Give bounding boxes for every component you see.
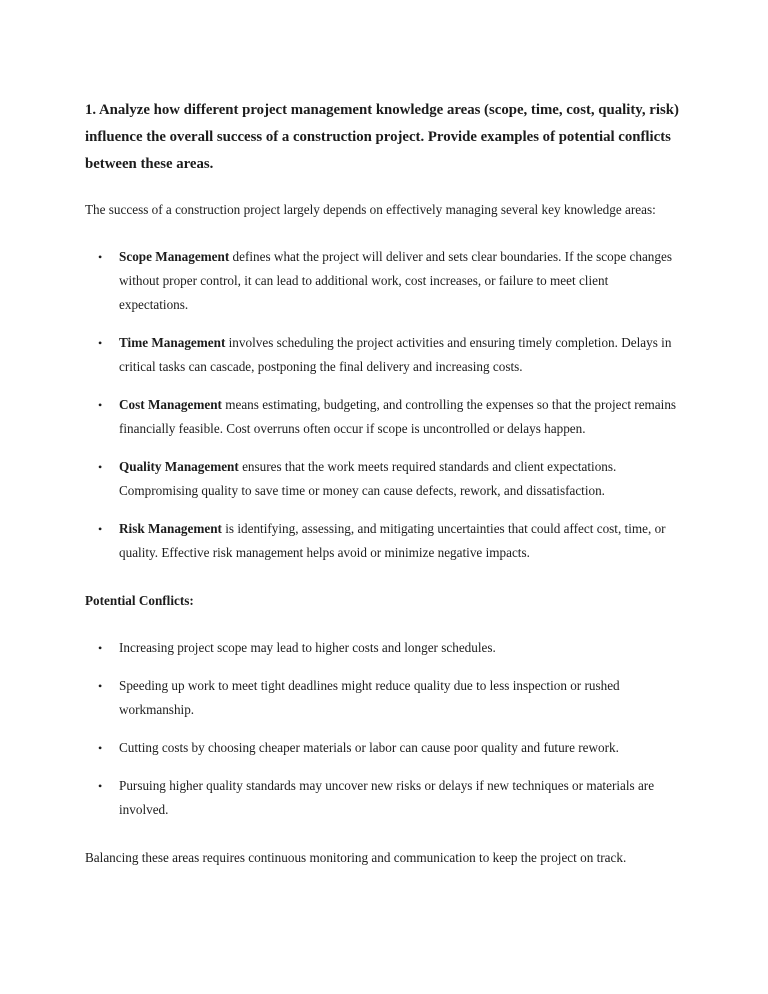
list-item: [85, 331, 680, 379]
list-item: [85, 455, 680, 503]
list-item-text: involves scheduling the project activities and ensuring timely completion. Delays in critical tasks can cascade, postponing the final delivery and increasing costs.: [119, 335, 672, 374]
conflicts-list: [85, 636, 680, 822]
bullet-icon: •: [98, 679, 103, 693]
list-item: [85, 774, 680, 822]
list-item-term: Quality Management: [119, 459, 239, 474]
intro-paragraph: The success of a construction project largely depends on effectively managing several key knowledge areas:: [85, 202, 656, 217]
closing-paragraph: Balancing these areas requires continuous monitoring and communication to keep the project on track.: [85, 850, 627, 865]
list-item-term: Cost Management: [119, 397, 222, 412]
list-item: [85, 736, 680, 760]
bullet-icon: •: [98, 641, 103, 655]
list-item-text: ensures that the work meets required standards and client expectations. Compromising quality to save time or money can cause defects, rework, and dissatisfaction.: [119, 459, 617, 498]
list-item-term: Scope Management: [119, 249, 230, 264]
conflicts-heading: Potential Conflicts:: [85, 593, 194, 608]
list-item: [85, 674, 680, 722]
list-item: [85, 393, 680, 441]
question-heading: 1. Analyze how different project management knowledge areas (scope, time, cost, quality, risk) influence the overall success of a construction project. Provide examples of potential conflicts between these areas.: [85, 102, 679, 172]
list-item-text: means estimating, budgeting, and controlling the expenses so that the project remains financially feasible. Cost overruns often occur if scope is uncontrolled or delays happen.: [119, 397, 677, 436]
bullet-icon: •: [98, 460, 103, 474]
bullet-icon: •: [98, 522, 103, 536]
list-item: [85, 636, 680, 660]
list-item: [85, 245, 680, 317]
list-item-term: Risk Management: [119, 521, 222, 536]
bullet-icon: •: [98, 741, 103, 755]
list-item-text: is identifying, assessing, and mitigating uncertainties that could affect cost, time, or quality. Effective risk management helps avoid or minimize negative impacts.: [119, 521, 666, 560]
list-item-text: Pursuing higher quality standards may uncover new risks or delays if new techniques or materials are involved.: [119, 778, 655, 817]
list-item-text: defines what the project will deliver and sets clear boundaries. If the scope changes without proper control, it can lead to additional work, cost increases, or failure to meet client expectations.: [119, 249, 672, 312]
list-item: [85, 517, 680, 565]
bullet-icon: •: [98, 779, 103, 793]
bullet-icon: •: [98, 250, 103, 264]
list-item-text: Speeding up work to meet tight deadlines might reduce quality due to less inspection or rushed workmanship.: [119, 678, 620, 717]
knowledge-areas-list: [85, 245, 680, 565]
bullet-icon: •: [98, 336, 103, 350]
bullet-icon: •: [98, 398, 103, 412]
list-item-term: Time Management: [119, 335, 226, 350]
list-item-text: Cutting costs by choosing cheaper materials or labor can cause poor quality and future rework.: [119, 740, 619, 755]
list-item-text: Increasing project scope may lead to higher costs and longer schedules.: [119, 640, 496, 655]
